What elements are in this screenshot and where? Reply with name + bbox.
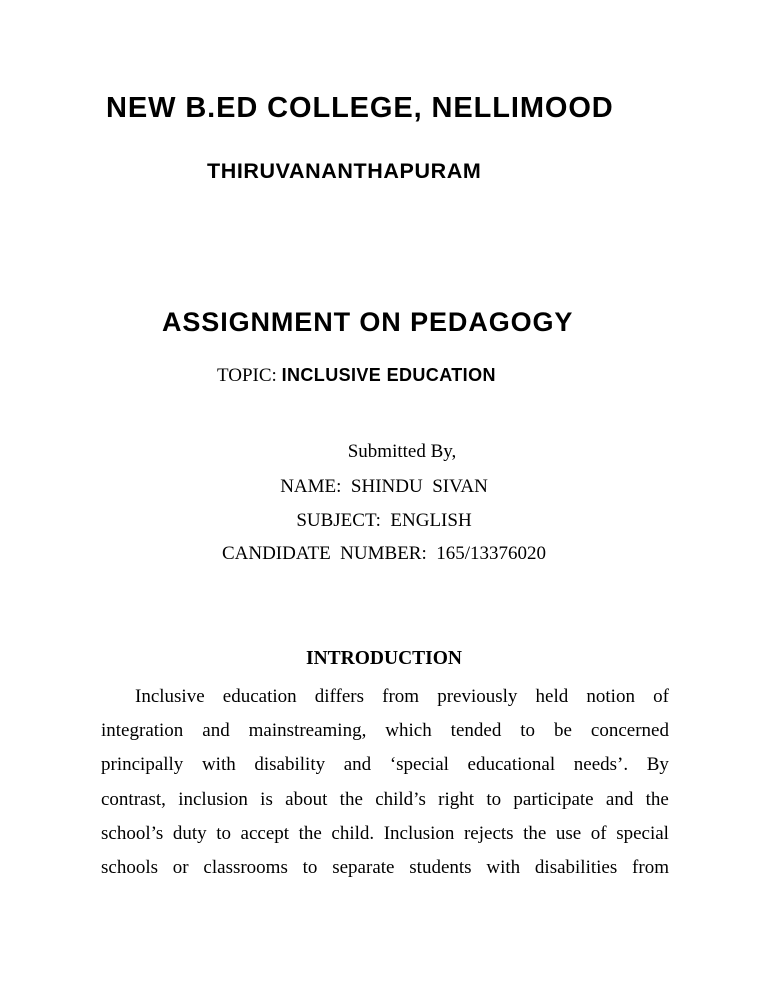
topic-line (217, 365, 496, 387)
introduction-heading: INTRODUCTION (305, 648, 463, 669)
paragraph-line: school’s duty to accept the child. Inclusion rejects the use of special (101, 822, 669, 844)
introduction-paragraph (101, 680, 669, 885)
paragraph-line: Inclusive education differs from previously held notion of (135, 686, 669, 707)
paragraph-line: principally with disability and ‘special educational needs’. By (101, 754, 669, 776)
college-name: NEW B.ED COLLEGE, NELLIMOOD (106, 92, 614, 124)
student-subject: SUBJECT: ENGLISH (296, 510, 472, 531)
paragraph-line: schools or classrooms to separate students with disabilities from (101, 856, 669, 878)
college-city: THIRUVANANTHAPURAM (207, 159, 482, 183)
paragraph-line: integration and mainstreaming, which tended to be concerned (101, 720, 669, 742)
submitted-by: Submitted By, (347, 441, 457, 462)
topic-value: INCLUSIVE EDUCATION (281, 365, 496, 385)
assignment-title: ASSIGNMENT ON PEDAGOGY (162, 307, 574, 337)
topic-label: TOPIC: (217, 365, 277, 386)
paragraph-line: contrast, inclusion is about the child’s right to participate and the (101, 788, 669, 810)
student-name: NAME: SHINDU SIVAN (280, 476, 488, 497)
candidate-number: CANDIDATE NUMBER: 165/13376020 (221, 543, 547, 564)
